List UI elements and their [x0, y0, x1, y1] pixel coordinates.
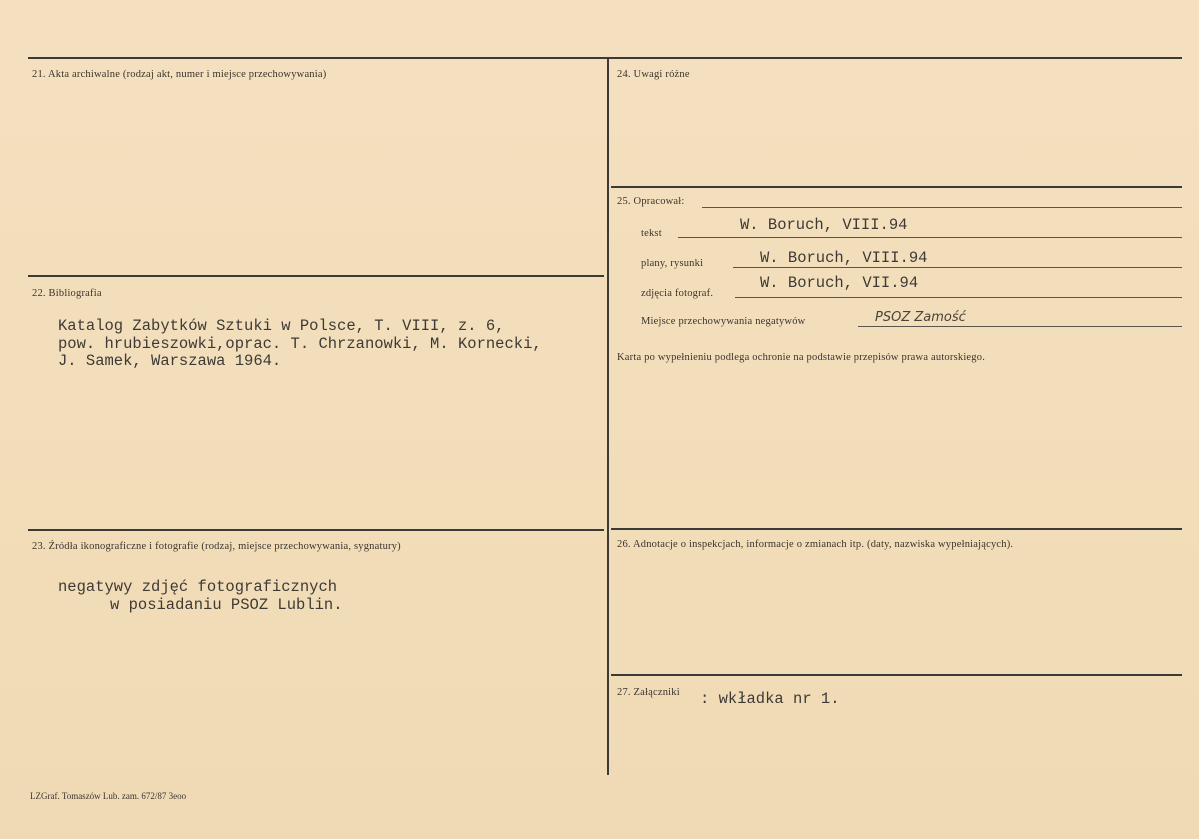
section-21-label: 21. Akta archiwalne (rodzaj akt, numer i miejsce przechowywania)	[32, 69, 327, 80]
tekst-value: W. Boruch, VIII.94	[740, 216, 908, 234]
bibliography-line-3: J. Samek, Warszawa 1964.	[58, 352, 282, 370]
bibliography-line-1: Katalog Zabytków Sztuki w Polsce, T. VIII, z. 6,	[58, 317, 505, 335]
zdjecia-value: W. Boruch, VII.94	[760, 274, 919, 292]
section-25-label: 25. Opracował:	[617, 196, 685, 207]
miejsce-label: Miejsce przechowywania negatywów	[641, 316, 806, 327]
section-26-label: 26. Adnotacje o inspekcjach, informacje o zmianach itp. (daty, nazwiska wypełniających).	[617, 539, 1014, 550]
copyright-note: Karta po wypełnieniu podlega ochronie na podstawie przepisów prawa autorskiego.	[617, 352, 986, 363]
plany-label: plany, rysunki	[641, 258, 704, 269]
plany-underline	[733, 267, 1182, 268]
section-23-label: 23. Źródła ikonograficzne i fotografie (rodzaj, miejsce przechowywania, sygnatury)	[32, 541, 401, 552]
section-24-label: 24. Uwagi różne	[617, 69, 690, 80]
zdjecia-label: zdjęcia fotograf.	[641, 288, 714, 299]
divider-26-27	[611, 674, 1182, 676]
divider-22-23	[28, 529, 604, 531]
section-27-label: 27. Załączniki	[617, 687, 680, 698]
sources-line-2: w posiadaniu PSOZ Lublin.	[110, 596, 343, 614]
divider-24-25	[611, 186, 1182, 188]
divider-21-22	[28, 275, 604, 277]
tekst-label: tekst	[641, 228, 662, 239]
top-border-line	[28, 57, 1182, 59]
printer-imprint: LZGraf. Tomaszów Lub. zam. 672/87 3eoo	[30, 791, 187, 801]
section-22-label: 22. Bibliografia	[32, 288, 102, 299]
plany-value: W. Boruch, VIII.94	[760, 249, 928, 267]
zdjecia-underline	[735, 297, 1182, 298]
divider-25-26	[611, 528, 1182, 530]
section-25-underline	[702, 207, 1182, 208]
bibliography-line-2: pow. hrubieszowki,oprac. T. Chrzanowki, M. Kornecki,	[58, 335, 542, 353]
tekst-underline	[678, 237, 1182, 238]
center-divider	[607, 57, 609, 775]
miejsce-underline	[858, 326, 1182, 327]
miejsce-value: PSOZ Zamość	[875, 310, 966, 325]
attachments-value: : wkładka nr 1.	[700, 690, 840, 708]
sources-line-1: negatywy zdjęć fotograficznych	[58, 578, 338, 596]
